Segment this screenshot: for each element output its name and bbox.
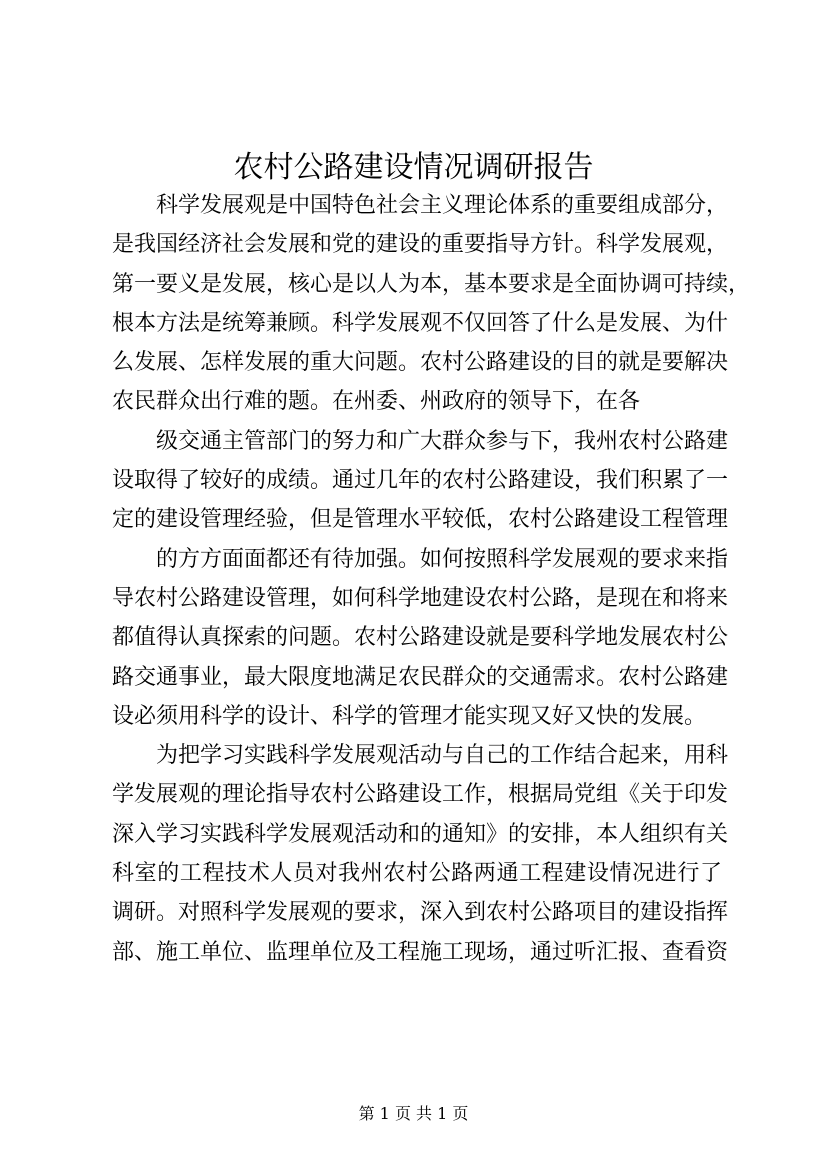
body-line: 科室的工程技术人员对我州农村公路两通工程建设情况进行了 — [112, 861, 722, 887]
body-line: 设必须用科学的设计、科学的管理才能实现又好又快的发展。 — [112, 703, 707, 729]
body-line: 农民群众出行难的题。在州委、州政府的领导下，在各 — [112, 389, 641, 415]
body-line: 部、施工单位、监理单位及工程施工现场，通过听汇报、查看资 — [112, 939, 729, 965]
body-line: 是我国经济社会发展和党的建设的重要指导方针。科学发展观， — [112, 232, 729, 258]
body-line: 级交通主管部门的努力和广大群众参与下，我州农村公路建 — [156, 428, 729, 454]
document-title: 农村公路建设情况调研报告 — [233, 150, 594, 185]
body-line: 根本方法是统筹兼顾。科学发展观不仅回答了什么是发展、为什 — [112, 310, 729, 336]
body-line: 路交通事业，最大限度地满足农民群众的交通需求。农村公路建 — [112, 664, 729, 690]
body-line: 为把学习实践科学发展观活动与自己的工作结合起来，用科 — [156, 743, 729, 769]
body-line: 的方方面面都还有待加强。如何按照科学发展观的要求来指 — [156, 546, 729, 572]
body-line: 么发展、怎样发展的重大问题。农村公路建设的目的就是要解决 — [112, 350, 729, 376]
page-footer: 第 1 页 共 1 页 — [358, 1104, 469, 1123]
document-body — [112, 186, 751, 972]
body-line: 设取得了较好的成绩。通过几年的农村公路建设，我们积累了一 — [112, 468, 729, 494]
body-line: 调研。对照科学发展观的要求，深入到农村公路项目的建设指挥 — [112, 900, 729, 926]
body-line: 导农村公路建设管理，如何科学地建设农村公路，是现在和将来 — [112, 585, 729, 611]
body-line: 学发展观的理论指导农村公路建设工作，根据局党组《关于印发 — [112, 782, 729, 808]
body-line: 都值得认真探索的问题。农村公路建设就是要科学地发展农村公 — [112, 625, 729, 651]
body-line: 科学发展观是中国特色社会主义理论体系的重要组成部分， — [156, 193, 729, 218]
body-line: 定的建设管理经验，但是管理水平较低，农村公路建设工程管理 — [112, 507, 729, 533]
body-line: 深入学习实践科学发展观活动和的通知》的安排，本人组织有关 — [112, 821, 729, 847]
body-line: 第一要义是发展，核心是以人为本，基本要求是全面协调可持续， — [112, 271, 751, 297]
